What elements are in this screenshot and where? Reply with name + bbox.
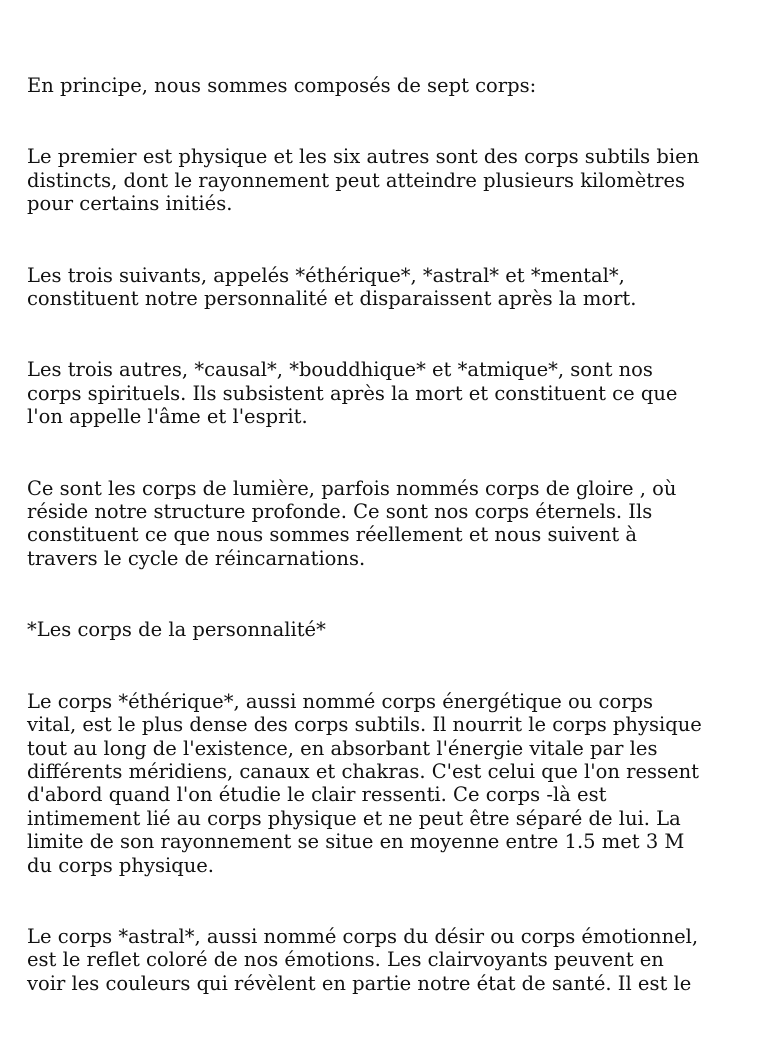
document-page — [27, 74, 727, 1043]
section-heading-personality: *Les corps de la personnalité* — [27, 618, 326, 642]
paragraph-intro: En principe, nous sommes composés de sept corps: — [27, 74, 537, 97]
paragraph-astral-body: Le corps *astral*, aussi nommé corps du désir ou corps émotionnel, est le reflet coloré de nos émotions. Les clairvoyants peuvent en voir les couleurs qui révèlent en partie notre état de santé. Il est le — [27, 924, 699, 995]
paragraph-etheric-body: Le corps *éthérique*, aussi nommé corps énergétique ou corps vital, est le plus dense des corps subtils. Il nourrit le corps physique tout au long de l'existence, en absorbant l'énergie vitale par les différents méridiens, canaux et chakras. C'est celui que l'on ressent d'abord quand l'on étudie le clair ressenti. Ce corps -là est intimement lié au corps physique et ne peut être séparé de lui. La limite de son rayonnement se situe en moyenne entre 1.5 met 3 M du corps physique. — [27, 689, 702, 877]
paragraph-personality-bodies: Les trois suivants, appelés *éthérique*, *astral* et *mental*, constituent notre personnalité et disparaissent après la mort. — [27, 263, 637, 311]
paragraph-light-bodies: Ce sont les corps de lumière, parfois nommés corps de gloire , où réside notre structure profonde. Ce sont nos corps éternels. Ils constituent ce que nous sommes réellement et nous suivent à travers le cycle de réincarnations. — [27, 476, 677, 570]
paragraph-spiritual-bodies: Les trois autres, *causal*, *bouddhique* et *atmique*, sont nos corps spirituels. Ils subsistent après la mort et constituent ce que l'on appelle l'âme et l'esprit. — [27, 358, 678, 429]
paragraph-physical-body: Le premier est physique et les six autres sont des corps subtils bien distincts, dont le rayonnement peut atteindre plusieurs kilomètres pour certains initiés. — [27, 145, 700, 216]
